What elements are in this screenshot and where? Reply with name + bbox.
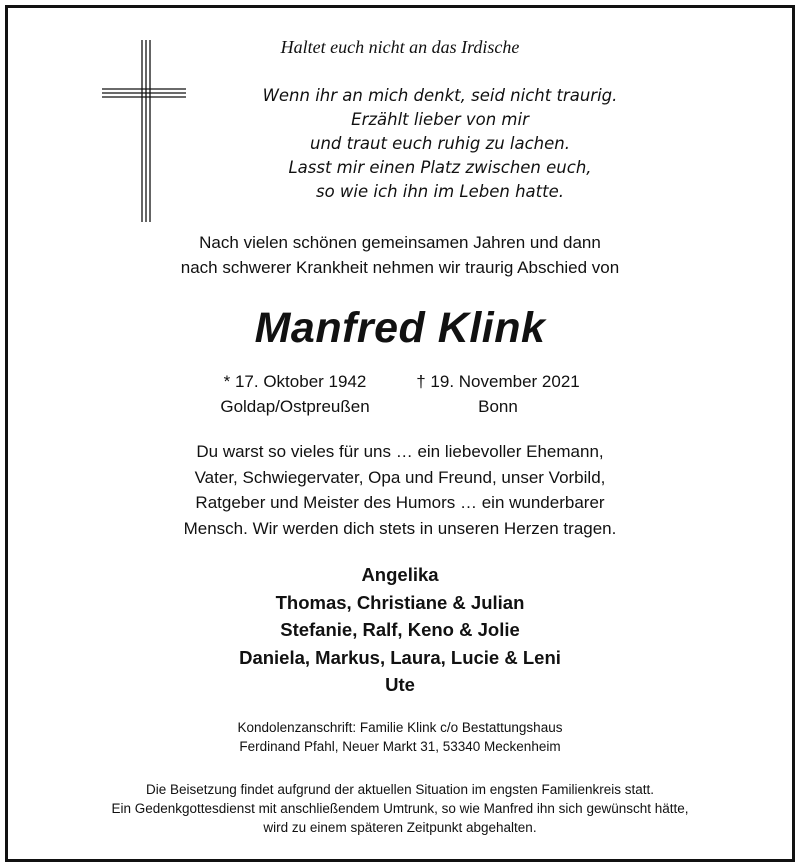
tribute-line: Ratgeber und Meister des Humors … ein wunderbarer xyxy=(195,493,605,512)
condolence-address xyxy=(0,718,800,756)
poem-line: Lasst mir einen Platz zwischen euch, xyxy=(288,158,592,177)
family-line: Ute xyxy=(385,674,415,695)
address-line: Kondolenzanschrift: Familie Klink c/o Bestattungshaus xyxy=(237,720,563,735)
family-line: Stefanie, Ralf, Keno & Jolie xyxy=(280,619,520,640)
birth-date: * 17. Oktober 1942 xyxy=(223,372,367,391)
family-line: Angelika xyxy=(361,564,439,585)
funeral-note xyxy=(0,780,800,837)
tribute-line: Vater, Schwiegervater, Opa und Freund, unser Vorbild, xyxy=(194,467,606,487)
poem-line: und traut euch ruhig zu lachen. xyxy=(310,134,570,153)
poem-line: Erzählt lieber von mir xyxy=(351,110,529,129)
poem-line: Wenn ihr an mich denkt, seid nicht traurig. xyxy=(262,86,618,105)
note-line: wird zu einem späteren Zeitpunkt abgehalten. xyxy=(263,820,537,835)
deceased-name: Manfred Klink xyxy=(254,304,546,352)
death-place: Bonn xyxy=(478,397,518,416)
motto: Haltet euch nicht an das Irdische xyxy=(280,37,520,57)
note-line: Ein Gedenkgottesdienst mit anschließendem Umtrunk, so wie Manfred ihn sich gewünscht hätte, xyxy=(111,801,689,816)
intro-line: nach schwerer Krankheit nehmen wir traurig Abschied von xyxy=(180,258,620,277)
birth-info xyxy=(195,369,395,419)
tribute-line: Mensch. Wir werden dich stets in unseren Herzen tragen. xyxy=(183,518,617,538)
death-info xyxy=(393,369,603,419)
family-names xyxy=(0,561,800,699)
family-line: Daniela, Markus, Laura, Lucie & Leni xyxy=(239,646,561,668)
tribute-line: Du warst so vieles für uns … ein liebevoller Ehemann, xyxy=(196,442,604,461)
intro-line: Nach vielen schönen gemeinsamen Jahren und dann xyxy=(199,233,601,252)
intro-text xyxy=(0,230,800,280)
poem xyxy=(170,84,710,204)
death-date: † 19. November 2021 xyxy=(416,372,580,391)
family-line: Thomas, Christiane & Julian xyxy=(275,591,525,613)
note-line: Die Beisetzung findet aufgrund der aktuellen Situation im engsten Familienkreis statt. xyxy=(145,782,655,797)
birth-place: Goldap/Ostpreußen xyxy=(220,397,370,416)
poem-line: so wie ich ihn im Leben hatte. xyxy=(316,182,564,201)
address-line: Ferdinand Pfahl, Neuer Markt 31, 53340 Meckenheim xyxy=(239,739,561,754)
tribute-text xyxy=(0,439,800,541)
